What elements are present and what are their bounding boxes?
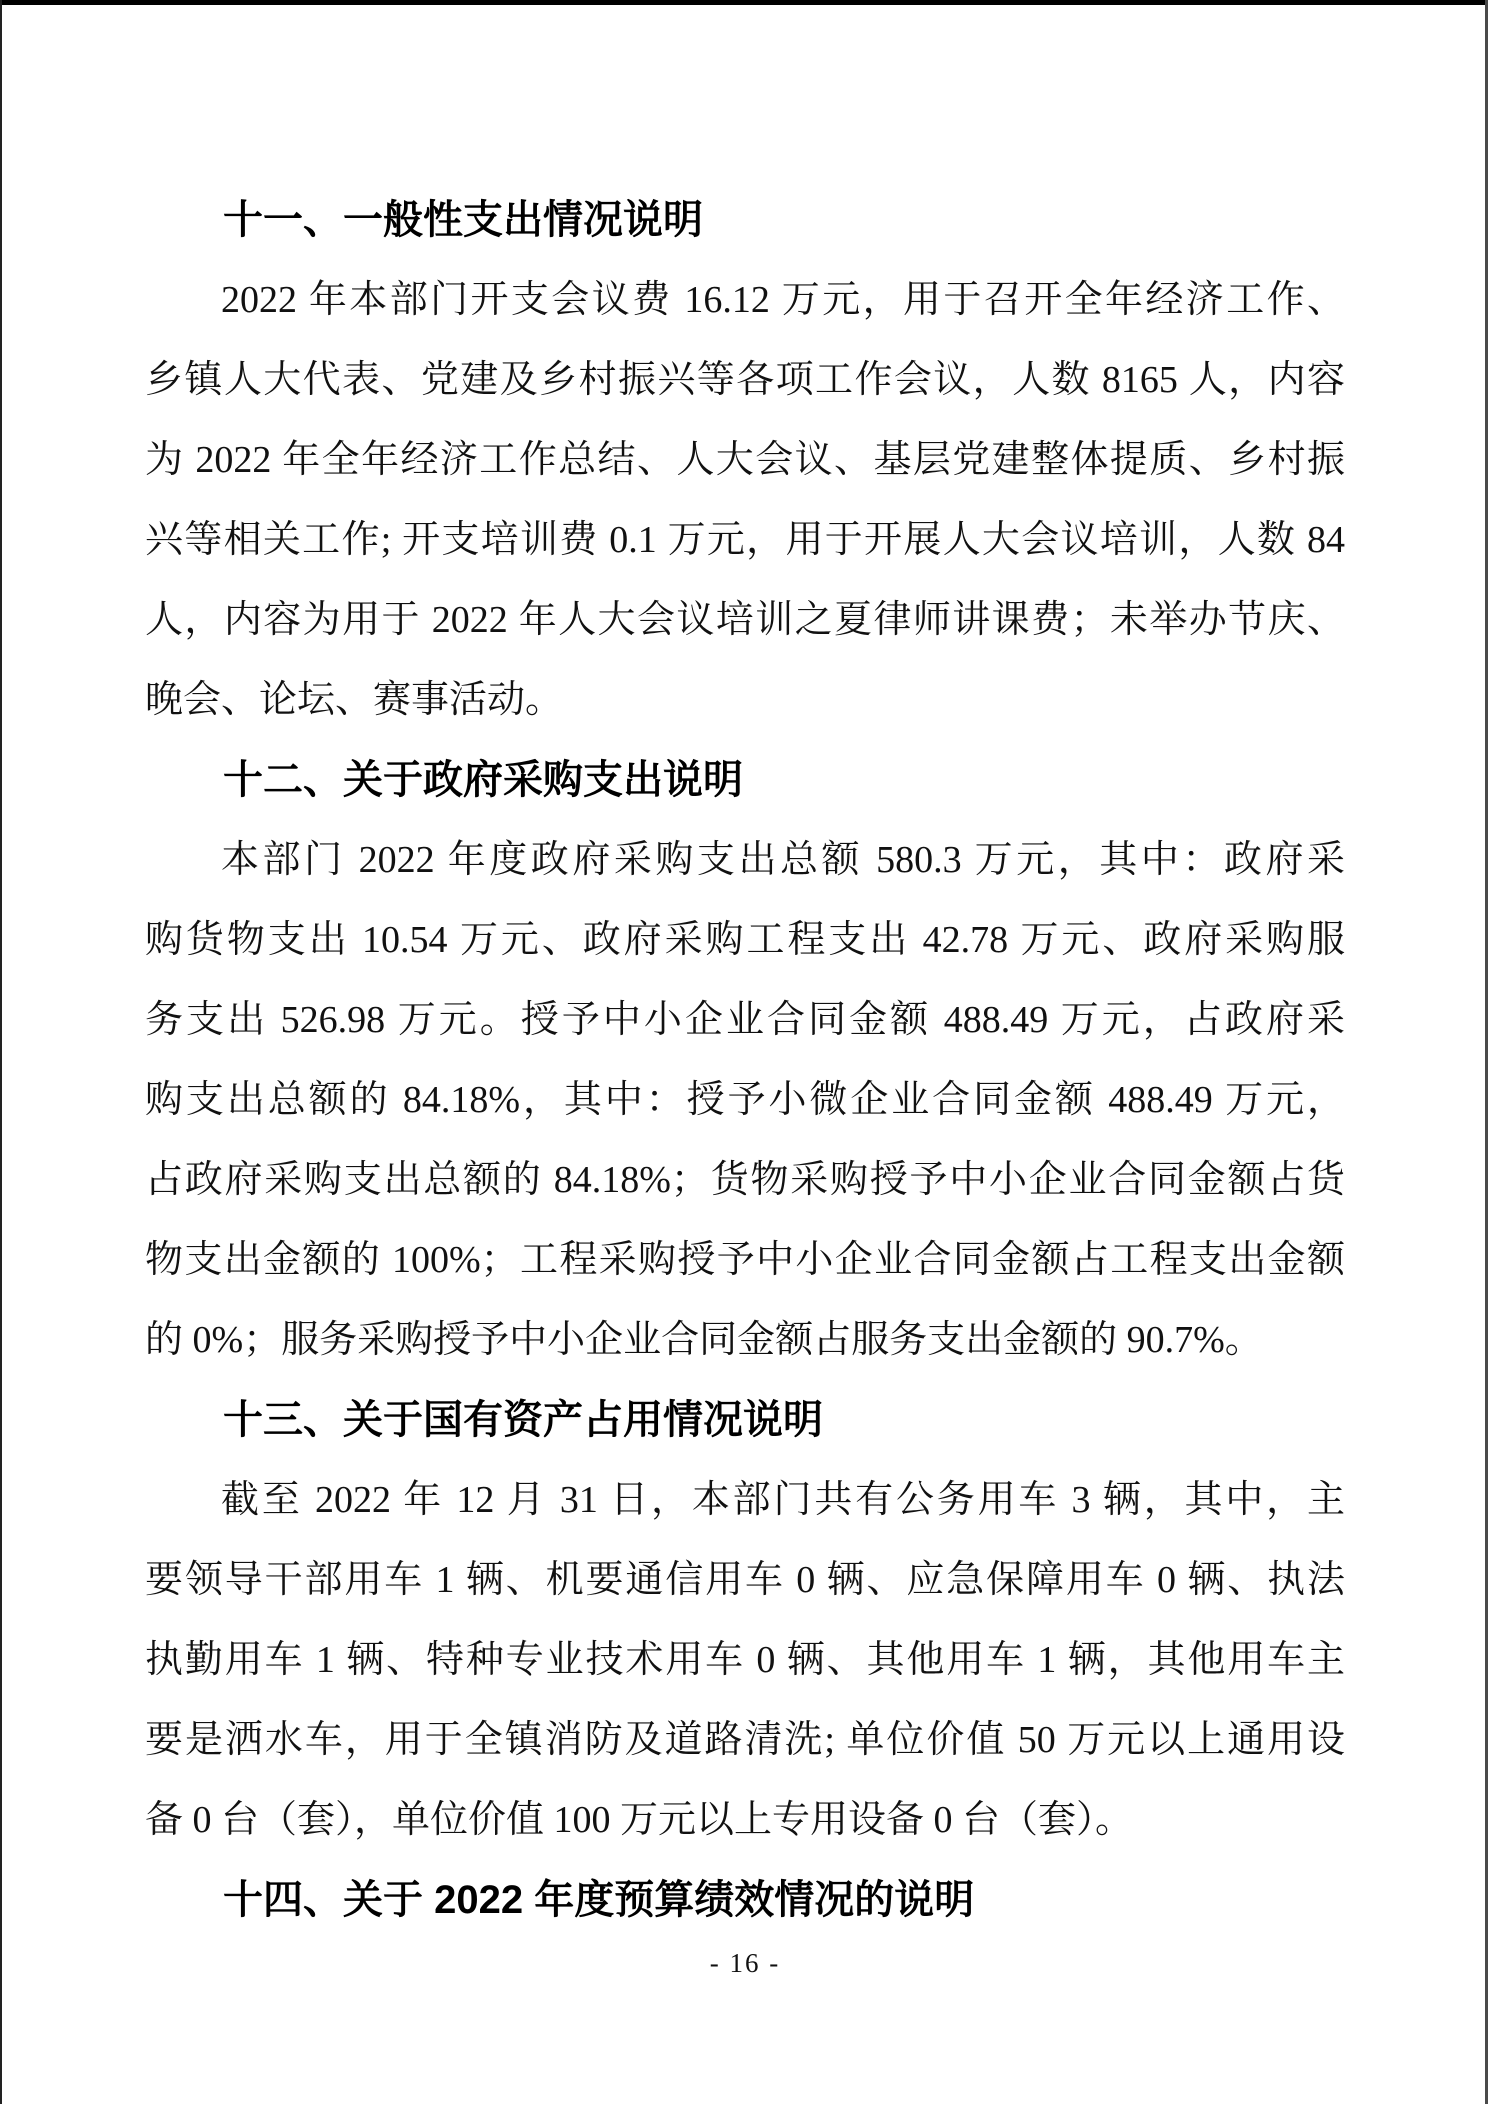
section-heading-11: 十一、一般性支出情况说明 <box>223 198 703 242</box>
paragraph-line: 要领导干部用车 1 辆、机要通信用车 0 辆、应急保障用车 0 辆、执法 <box>145 1559 1345 1601</box>
paragraph-line: 要是洒水车，用于全镇消防及道路清洗; 单位价值 50 万元以上通用设 <box>145 1719 1345 1761</box>
paragraph-line: 务支出 526.98 万元。授予中小企业合同金额 488.49 万元，占政府采 <box>145 999 1345 1041</box>
paragraph-line: 本部门 2022 年度政府采购支出总额 580.3 万元，其中：政府采 <box>221 839 1345 881</box>
paragraph-line: 的 0%；服务采购授予中小企业合同金额占服务支出金额的 90.7%。 <box>145 1319 1263 1361</box>
paragraph-line: 晚会、论坛、赛事活动。 <box>145 679 564 721</box>
paragraph-line: 人，内容为用于 2022 年人大会议培训之夏律师讲课费；未举办节庆、 <box>145 599 1345 641</box>
section-heading-12: 十二、关于政府采购支出说明 <box>223 758 743 802</box>
paragraph-line: 购支出总额的 84.18%，其中：授予小微企业合同金额 488.49 万元， <box>145 1079 1345 1121</box>
scan-edge-top <box>0 0 1488 5</box>
paragraph-line: 执勤用车 1 辆、特种专业技术用车 0 辆、其他用车 1 辆，其他用车主 <box>145 1639 1345 1681</box>
scan-edge-left <box>0 0 2 2104</box>
page-number: - 16 - <box>709 1948 781 1978</box>
paragraph-line: 为 2022 年全年经济工作总结、人大会议、基层党建整体提质、乡村振 <box>145 439 1345 481</box>
section-heading-14: 十四、关于 2022 年度预算绩效情况的说明 <box>223 1878 975 1922</box>
paragraph-line: 兴等相关工作; 开支培训费 0.1 万元，用于开展人大会议培训，人数 84 <box>145 519 1345 561</box>
paragraph-line: 购货物支出 10.54 万元、政府采购工程支出 42.78 万元、政府采购服 <box>145 919 1345 961</box>
paragraph-line: 物支出金额的 100%；工程采购授予中小企业合同金额占工程支出金额 <box>145 1239 1345 1281</box>
paragraph-line: 乡镇人大代表、党建及乡村振兴等各项工作会议，人数 8165 人，内容 <box>145 359 1345 401</box>
paragraph-line: 备 0 台（套），单位价值 100 万元以上专用设备 0 台（套）。 <box>145 1799 1134 1841</box>
document-page <box>145 180 1345 1940</box>
section-heading-13: 十三、关于国有资产占用情况说明 <box>223 1398 823 1442</box>
paragraph-line: 占政府采购支出总额的 84.18%；货物采购授予中小企业合同金额占货 <box>145 1159 1345 1201</box>
paragraph-line: 截至 2022 年 12 月 31 日，本部门共有公务用车 3 辆，其中，主 <box>221 1479 1345 1521</box>
paragraph-line: 2022 年本部门开支会议费 16.12 万元，用于召开全年经济工作、 <box>221 279 1345 321</box>
